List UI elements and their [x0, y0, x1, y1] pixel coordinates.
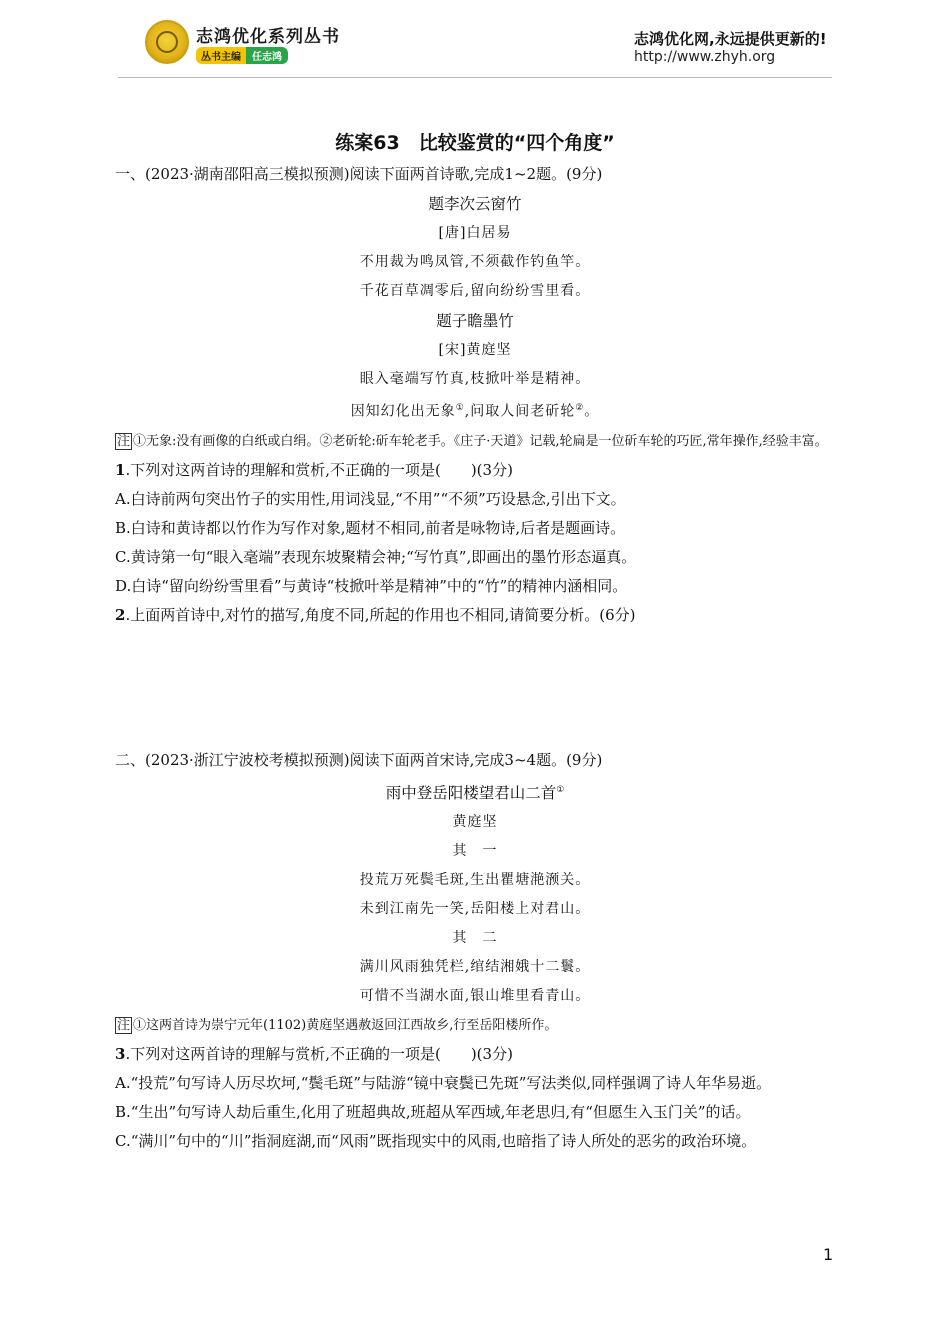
document-body [115, 128, 835, 1156]
publisher-logo-icon [145, 20, 189, 64]
footnote-ref: ① [556, 784, 565, 795]
poem3-title [115, 775, 835, 808]
question-stem: .下列对这两首诗的理解和赏析,不正确的一项是( )(3分) [125, 460, 513, 479]
question-stem: .下列对这两首诗的理解与赏析,不正确的一项是( )(3分) [125, 1044, 513, 1063]
poem3-author: 黄庭坚 [452, 813, 498, 830]
poem2-line2-part: 。 [584, 403, 600, 420]
page-number: 1 [823, 1245, 834, 1264]
brand-title: 志鸿优化系列丛书 [196, 27, 340, 47]
poem3-part2-heading: 其 二 [452, 929, 498, 946]
poem1-author: [唐]白居易 [438, 225, 512, 241]
poem3-line: 可惜不当湖水面,银山堆里看青山。 [359, 987, 591, 1004]
poem3-part1-heading: 其 一 [452, 842, 498, 859]
poem1-line: 千花百草凋零后,留向纷纷雪里看。 [359, 283, 591, 299]
poem2-line [115, 394, 835, 427]
section2-intro: 二、(2023·浙江宁波校考模拟预测)阅读下面两首宋诗,完成3~4题。(9分) [115, 750, 603, 769]
website-url: http://www.zhyh.org [634, 49, 776, 65]
question-number: 1 [115, 460, 126, 479]
editor-label: 丛书主编 [196, 47, 246, 64]
note-text: ①这两首诗为崇宁元年(1102)黄庭坚遇赦返回江西故乡,行至岳阳楼所作。 [133, 1017, 558, 1033]
section1-note [115, 427, 835, 456]
slogan: 志鸿优化网,永远提供更新的! [634, 30, 827, 48]
section1-intro: 一、(2023·湖南邵阳高三模拟预测)阅读下面两首诗歌,完成1~2题。(9分) [115, 165, 603, 183]
poem1-title: 题李次云窗竹 [428, 195, 522, 213]
footnote-ref: ② [575, 403, 585, 413]
poem3-line: 投荒万死鬓毛斑,生出瞿塘滟滪关。 [359, 871, 591, 888]
page-header [0, 0, 950, 100]
poem3-title-text: 雨中登岳阳楼望君山二首 [385, 783, 557, 802]
poem3-line: 未到江南先一笑,岳阳楼上对君山。 [359, 900, 591, 917]
poem3-line: 满川风雨独凭栏,绾结湘娥十二鬟。 [359, 958, 591, 975]
option-a: A.“投荒”句写诗人历尽坎坷,“鬓毛斑”与陆游“镜中衰鬓已先斑”写法类似,同样强调了诗人年华易逝。 [115, 1073, 772, 1092]
poem2-author: [宋]黄庭坚 [438, 342, 512, 358]
option-a: A.白诗前两句突出竹子的实用性,用词浅显,“不用”“不须”巧设悬念,引出下文。 [115, 489, 626, 508]
question-number: 2 [115, 605, 126, 624]
option-d: D.白诗“留向纷纷雪里看”与黄诗“枝掀叶举是精神”中的“竹”的精神内涵相同。 [115, 576, 628, 595]
poem1-line: 不用裁为鸣凤管,不须截作钓鱼竿。 [359, 254, 591, 270]
poem2-line2-part: 因知幻化出无象 [350, 403, 456, 420]
section2-note [115, 1011, 835, 1040]
option-b: B.白诗和黄诗都以竹作为写作对象,题材不相同,前者是咏物诗,后者是题画诗。 [115, 518, 626, 537]
editor-name: 任志鸿 [246, 47, 288, 64]
option-c: C.“满川”句中的“川”指洞庭湖,而“风雨”既指现实中的风雨,也暗指了诗人所处的恶劣的政治环境。 [115, 1131, 757, 1150]
note-text: ①无象:没有画像的白纸或白绢。②老斫轮:斫车轮老手。《庄子·天道》记载,轮扁是一位斫车轮的巧匠,常年操作,经验丰富。 [133, 433, 828, 449]
question-stem: .上面两首诗中,对竹的描写,角度不同,所起的作用也不相同,请简要分析。(6分) [125, 605, 636, 624]
note-label: 注 [117, 1017, 131, 1033]
option-b: B.“生出”句写诗人劫后重生,化用了班超典故,班超从军西域,年老思归,有“但愿生入玉门关”的话。 [115, 1102, 751, 1121]
note-label: 注 [117, 433, 131, 449]
poem2-title: 题子瞻墨竹 [436, 312, 514, 330]
question-3 [115, 1040, 835, 1069]
page-title: 练案63 比较鉴赏的“四个角度” [335, 132, 615, 154]
poem2-line2-part: ,问取人间老斫轮 [464, 403, 576, 420]
question-2 [115, 601, 835, 630]
editor-tag [196, 47, 288, 62]
poem2-line: 眼入毫端写竹真,枝掀叶举是精神。 [359, 371, 591, 387]
footnote-ref: ① [455, 403, 465, 413]
answer-space [115, 630, 835, 746]
question-1 [115, 456, 835, 485]
question-number: 3 [115, 1044, 126, 1063]
header-divider [118, 77, 832, 78]
option-c: C.黄诗第一句“眼入毫端”表现东坡聚精会神;“写竹真”,即画出的墨竹形态逼真。 [115, 547, 637, 566]
